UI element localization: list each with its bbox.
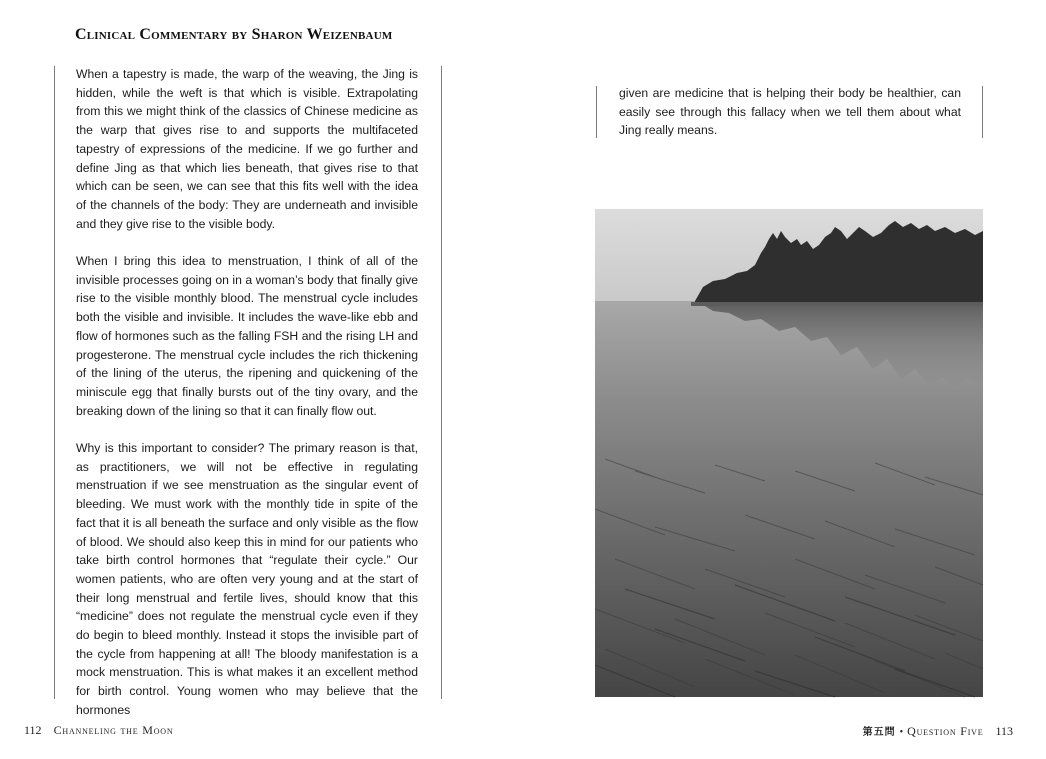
paragraph: Why is this important to consider? The primary reason is that, as practitioners, we will not be effective in regulating menstruation if we see menstruation as the singular event of bleeding. We must work with the monthly tide in spite of the fact that it is all beneath the surface and only visible as the flow of blood. We should also keep this in mind for our patients who take birth control hormones that “regulate their cycle.” Our women patients, who are often very young and at the start of their long menstrual and fertile lives, should know that this “medicine” does not regulate the menstrual cycle even if they do begin to bleed monthly. Instead it stops the invisible part of the cycle from happening at all! The bloody manifestation is a mock menstruation. This is what makes it an excellent method for birth control. Young women who may believe that the hormones — [76, 441, 418, 717]
chapter-chinese-title: 第五問 — [862, 727, 896, 738]
left-column-rule-left — [54, 66, 55, 699]
paragraph: When a tapestry is made, the warp of the weaving, the Jing is hidden, while the weft is that which is visible. Extrapolating from this we might think of the classics of Chinese medicine as the warp that gives rise to and supports the multifaceted tapestry of expressions of the medicine. If we go further and define Jing as that which lies beneath, that gives rise to that which can be seen, we can see that this fits well with the idea of the channels of the body: They are underneath and invisible and they give rise to the visible body. — [76, 67, 418, 231]
footer-right — [863, 723, 1013, 739]
footer-left — [24, 723, 173, 738]
paragraph: When I bring this idea to menstruation, I think of all of the invisible processes going on in a woman’s body that finally give rise to the visible monthly blood. The menstrual cycle includes both the visible and invisible. It includes the wave-like ebb and flow of hormones such as the falling FSH and the rising LH and progesterone. The menstrual cycle includes the rich thickening of the lining of the uterus, the ripening and quickening of the miniscule egg that finally bursts out of the tiny ovary, and the breaking down of the lining so that it can finally flow out. — [76, 254, 418, 418]
chapter-title: Question Five — [907, 724, 984, 738]
shoreline — [691, 302, 983, 306]
right-page-text — [619, 84, 961, 140]
paragraph: given are medicine that is helping their body be healthier, can easily see through this fallacy when we tell them about what Jing really means. — [619, 86, 961, 138]
page-number-left: 112 — [24, 723, 42, 737]
left-column-rule-right — [441, 66, 442, 699]
tideflat-photo — [595, 209, 983, 697]
right-column-rule-left — [596, 86, 597, 138]
page-number-right: 113 — [995, 724, 1013, 738]
separator-dot: • — [899, 727, 904, 738]
running-head: Clinical Commentary by Sharon Weizenbaum — [75, 26, 393, 43]
book-title: Channeling the Moon — [53, 723, 174, 737]
left-page-text — [76, 65, 418, 717]
right-column-rule-right — [982, 86, 983, 138]
